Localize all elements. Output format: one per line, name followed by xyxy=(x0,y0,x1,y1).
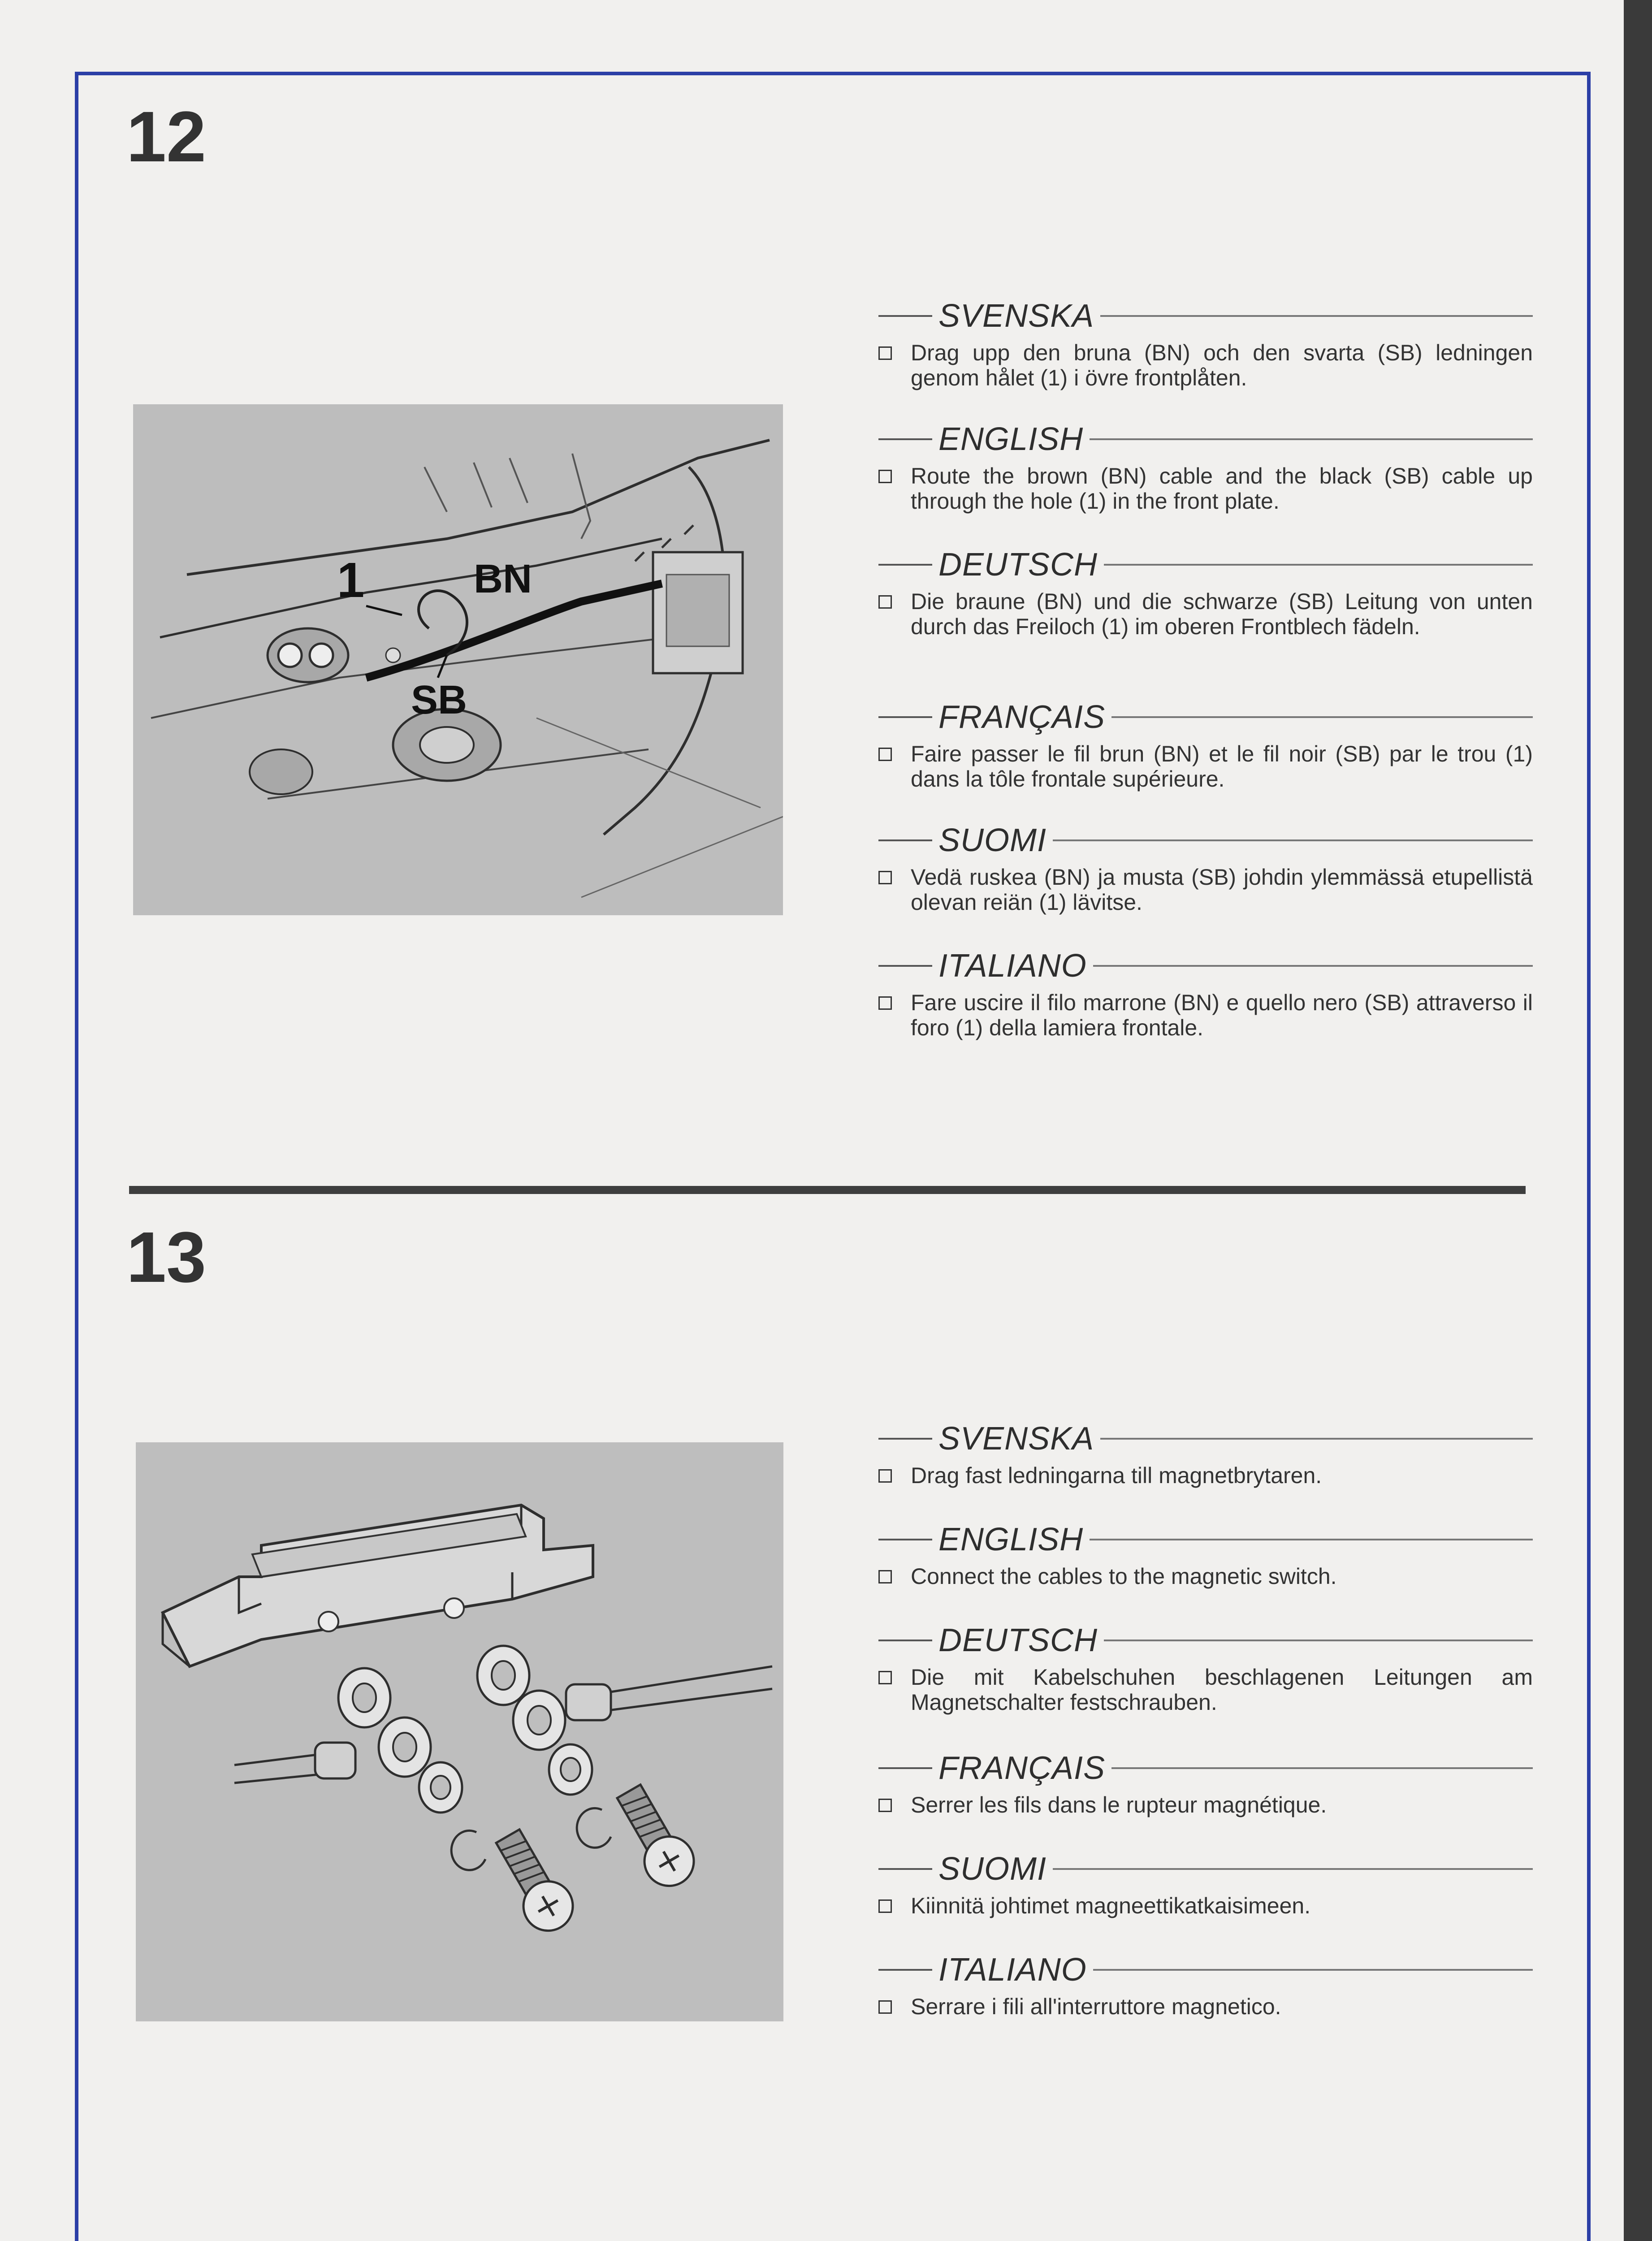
lang-header xyxy=(878,948,1533,984)
lang-header xyxy=(878,421,1533,457)
step-12-italiano xyxy=(878,948,1533,1040)
lang-name: SVENSKA xyxy=(938,1421,1094,1457)
lang-header xyxy=(878,1750,1533,1786)
checkbox-icon xyxy=(878,871,892,884)
instruction-text: Connect the cables to the magnetic switch. xyxy=(911,1564,1337,1589)
step-number-13: 13 xyxy=(126,1217,206,1297)
lang-header xyxy=(878,699,1533,735)
lang-name: SUOMI xyxy=(938,1851,1047,1887)
instruction-text: Route the brown (BN) cable and the black (SB) cable up through the hole (1) in the front plate. xyxy=(911,463,1533,514)
step-13-suomi xyxy=(878,1851,1533,1918)
step-12-suomi xyxy=(878,822,1533,915)
step-12-svenska xyxy=(878,298,1533,390)
checkbox-icon xyxy=(878,1899,892,1913)
step-13-italiano xyxy=(878,1952,1533,2019)
lang-name: FRANÇAIS xyxy=(938,1750,1106,1786)
instruction-item xyxy=(878,1893,1533,1918)
instruction-item xyxy=(878,1564,1533,1589)
lang-header xyxy=(878,1851,1533,1887)
instruction-item xyxy=(878,1792,1533,1817)
checkbox-icon xyxy=(878,346,892,360)
checkbox-icon xyxy=(878,470,892,483)
checkbox-icon xyxy=(878,2000,892,2014)
instruction-text: Drag upp den bruna (BN) och den svarta (SB) ledningen genom hålet (1) i övre frontplåten. xyxy=(911,340,1533,390)
instruction-text: Vedä ruskea (BN) ja musta (SB) johdin ylemmässä etupellistä olevan reiän (1) lävitse. xyxy=(911,865,1533,915)
lang-name: ITALIANO xyxy=(938,1952,1087,1988)
step-number-12: 12 xyxy=(126,96,206,177)
checkbox-icon xyxy=(878,996,892,1010)
label-sb: SB xyxy=(411,678,467,722)
instruction-item xyxy=(878,1994,1533,2019)
step-12-english xyxy=(878,421,1533,514)
lang-name: SVENSKA xyxy=(938,298,1094,334)
instruction-text: Faire passer le fil brun (BN) et le fil noir (SB) par le trou (1) dans la tôle frontale supérieure. xyxy=(911,741,1533,792)
instruction-item xyxy=(878,340,1533,390)
checkbox-icon xyxy=(878,1570,892,1583)
instruction-text: Drag fast ledningarna till magnetbrytaren. xyxy=(911,1463,1322,1488)
instruction-text: Serrer les fils dans le rupteur magnétique. xyxy=(911,1792,1327,1817)
instruction-text: Kiinnitä johtimet magneettikatkaisimeen. xyxy=(911,1893,1311,1918)
step-13-francais xyxy=(878,1750,1533,1817)
step-12-francais xyxy=(878,699,1533,792)
step-13-deutsch xyxy=(878,1622,1533,1715)
lang-header xyxy=(878,547,1533,583)
instruction-text: Die braune (BN) und die schwarze (SB) Leitung von unten durch das Freiloch (1) im oberen Frontblech fädeln. xyxy=(911,589,1533,639)
lang-header xyxy=(878,1622,1533,1658)
instruction-text: Die mit Kabelschuhen beschlagenen Leitungen am Magnetschalter festschrauben. xyxy=(911,1665,1533,1715)
checkbox-icon xyxy=(878,1671,892,1684)
checkbox-icon xyxy=(878,1469,892,1483)
lang-name: ENGLISH xyxy=(938,1522,1084,1557)
step-13-svenska xyxy=(878,1421,1533,1488)
instruction-text: Fare uscire il filo marrone (BN) e quello nero (SB) attraverso il foro (1) della lamiera frontale. xyxy=(911,990,1533,1040)
instruction-item xyxy=(878,1665,1533,1715)
lang-name: ENGLISH xyxy=(938,421,1084,457)
lang-name: DEUTSCH xyxy=(938,1622,1098,1658)
lang-header xyxy=(878,1952,1533,1988)
instruction-item xyxy=(878,1463,1533,1488)
instruction-item xyxy=(878,741,1533,792)
instruction-item xyxy=(878,865,1533,915)
checkbox-icon xyxy=(878,595,892,609)
lang-name: FRANÇAIS xyxy=(938,699,1106,735)
lang-header xyxy=(878,298,1533,334)
step-separator xyxy=(129,1186,1526,1194)
step-12-illustration xyxy=(133,404,783,915)
instruction-text: Serrare i fili all'interruttore magnetico. xyxy=(911,1994,1281,2019)
label-bn: BN xyxy=(474,557,532,601)
step-13-english xyxy=(878,1522,1533,1589)
page-edge-shadow xyxy=(1624,0,1652,2241)
lang-header xyxy=(878,822,1533,858)
lang-name: DEUTSCH xyxy=(938,547,1098,583)
lang-header xyxy=(878,1522,1533,1557)
checkbox-icon xyxy=(878,1799,892,1812)
lang-name: ITALIANO xyxy=(938,948,1087,984)
instruction-item xyxy=(878,589,1533,639)
instruction-item xyxy=(878,463,1533,514)
lang-header xyxy=(878,1421,1533,1457)
label-1: 1 xyxy=(337,553,365,608)
checkbox-icon xyxy=(878,748,892,761)
step-12-deutsch xyxy=(878,547,1533,639)
step-13-illustration xyxy=(136,1442,783,2021)
lang-name: SUOMI xyxy=(938,822,1047,858)
instruction-item xyxy=(878,990,1533,1040)
